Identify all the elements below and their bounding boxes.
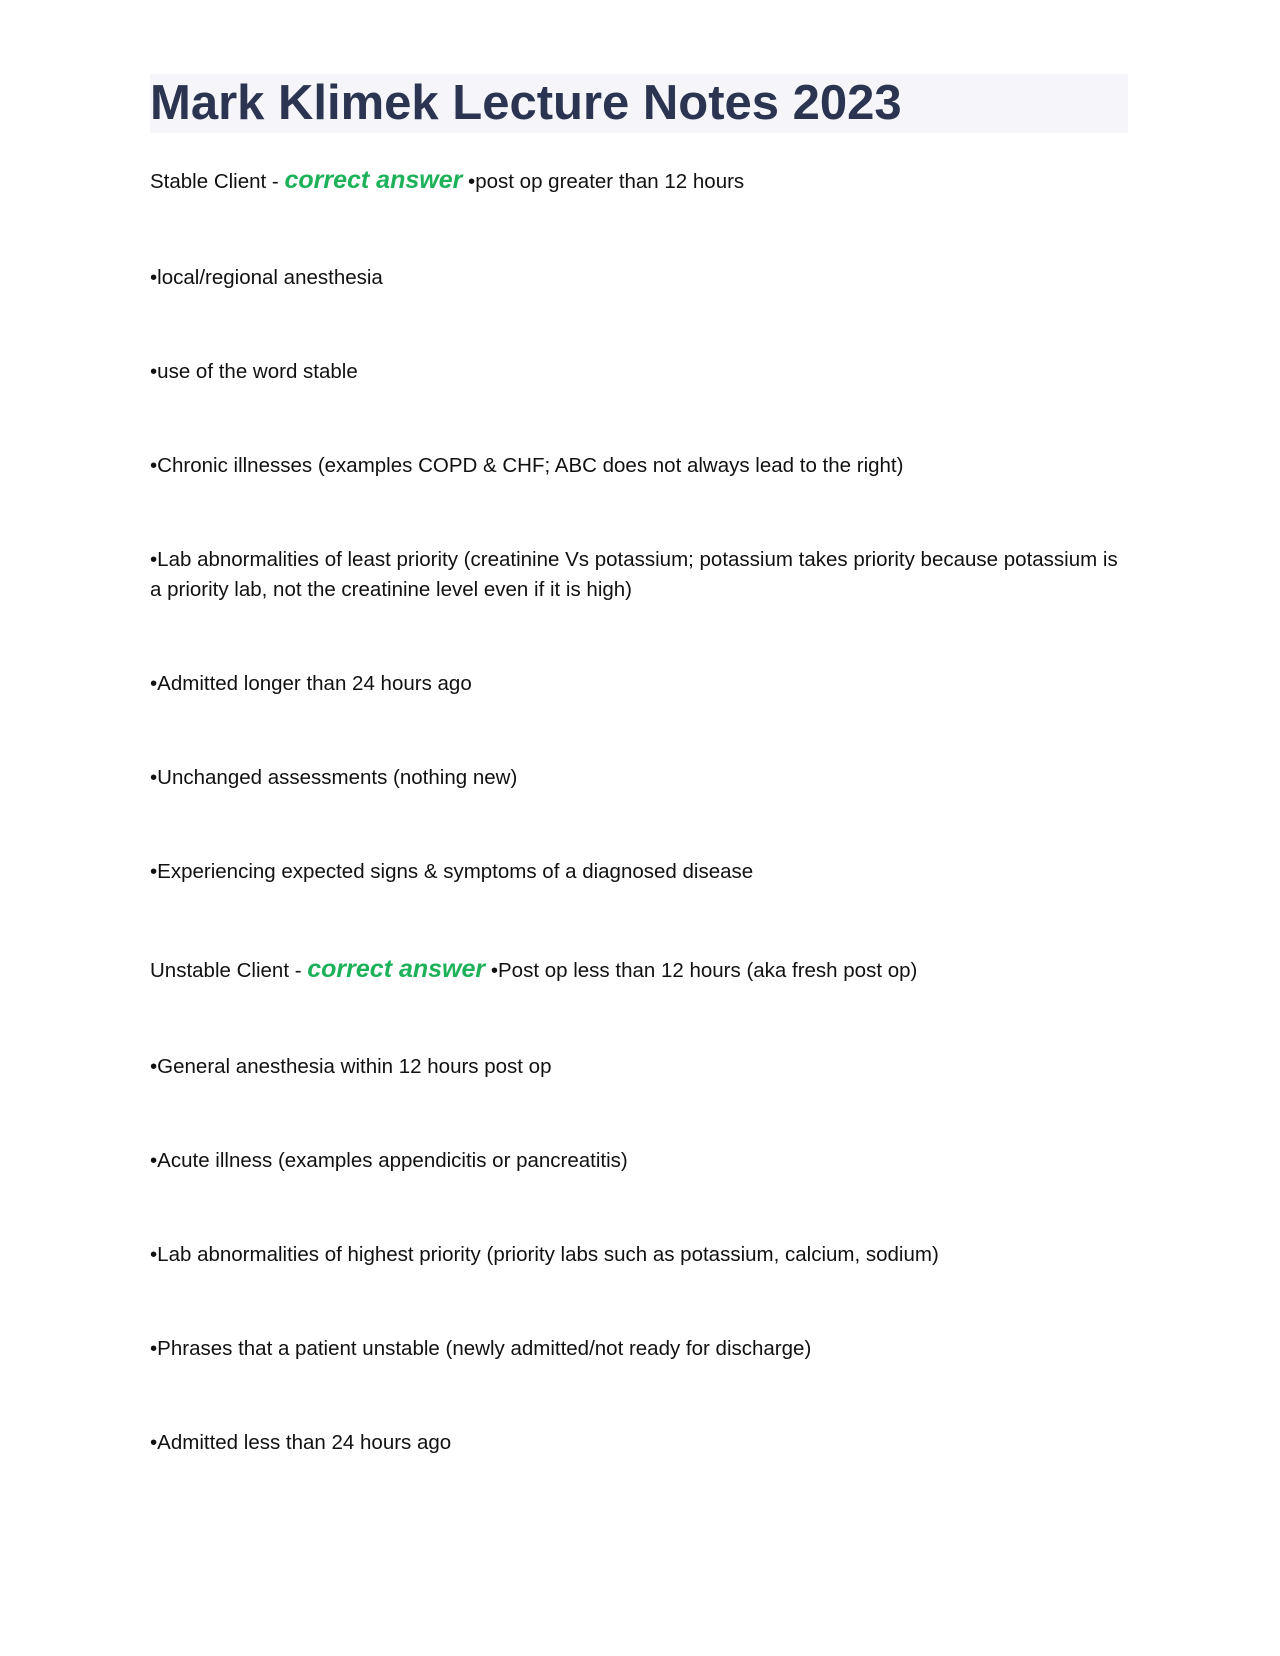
unstable-item-3: •Lab abnormalities of highest priority (priority labs such as potassium, calcium, sodium) xyxy=(150,1243,939,1266)
document-title: Mark Klimek Lecture Notes 2023 xyxy=(150,76,902,130)
stable-item-5: •Admitted longer than 24 hours ago xyxy=(150,672,472,695)
unstable-correct-answer-label: correct answer xyxy=(307,955,486,983)
stable-client-entry xyxy=(150,165,1130,197)
unstable-first-item: •Post op less than 12 hours (aka fresh post op) xyxy=(490,959,918,982)
unstable-client-entry xyxy=(150,954,1130,986)
stable-item-7: •Experiencing expected signs & symptoms of a diagnosed disease xyxy=(150,860,754,883)
unstable-item-1: •General anesthesia within 12 hours post op xyxy=(150,1055,552,1078)
unstable-item-4: •Phrases that a patient unstable (newly admitted/not ready for discharge) xyxy=(150,1337,812,1360)
stable-item-3: •Chronic illnesses (examples COPD & CHF; ABC does not always lead to the right) xyxy=(150,454,904,477)
stable-item-6: •Unchanged assessments (nothing new) xyxy=(150,766,518,789)
stable-item-4: •Lab abnormalities of least priority (creatinine Vs potassium; potassium takes priority because potassium is a priority lab, not the creatinine level even if it is high) xyxy=(150,548,1118,601)
stable-first-item: •post op greater than 12 hours xyxy=(468,170,745,193)
unstable-item-2: •Acute illness (examples appendicitis or pancreatitis) xyxy=(150,1149,628,1172)
stable-correct-answer-label: correct answer xyxy=(284,166,463,194)
stable-client-term: Stable Client - xyxy=(150,170,279,193)
unstable-client-term: Unstable Client - xyxy=(150,959,302,982)
stable-item-1: •local/regional anesthesia xyxy=(150,266,383,289)
stable-item-2: •use of the word stable xyxy=(150,360,358,383)
unstable-item-5: •Admitted less than 24 hours ago xyxy=(150,1431,452,1454)
